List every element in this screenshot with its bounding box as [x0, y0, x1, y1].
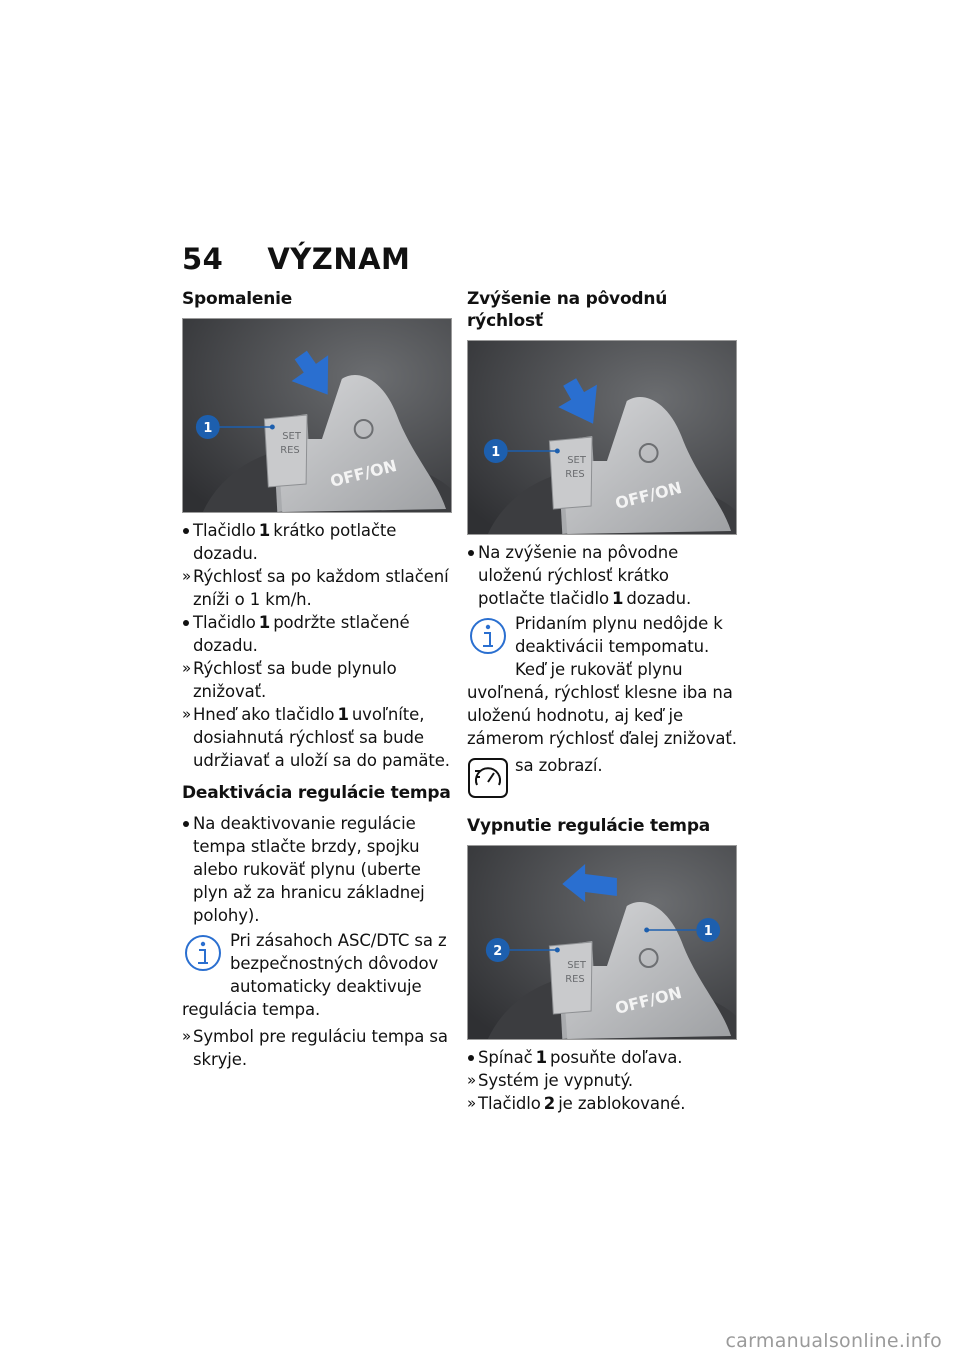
switch-illustration [468, 846, 736, 1039]
list-item: Rýchlosť sa bude plynulo znižovať. [193, 659, 397, 701]
switch-illustration [468, 341, 736, 534]
page-header [182, 242, 410, 276]
zvysenie-list [467, 541, 737, 610]
svg-text:1: 1 [203, 420, 213, 437]
list-item: Symbol pre reguláciu tempa sa skryje. [193, 1027, 448, 1069]
svg-text:1: 1 [703, 923, 713, 940]
figure-set-button [182, 318, 452, 513]
svg-text:OFF/ON: OFF/ON [613, 982, 684, 1018]
list-item: Tlačidlo 1 krátko potlačte dozadu. [193, 521, 397, 563]
list-item: Na deaktivovanie regulácie tempa stlačte brzdy, spojku alebo rukoväť plynu (uberte plyn až za hranicu základnej polohy). [193, 814, 425, 925]
list-item: Hneď ako tlačidlo 1 uvoľníte, dosiahnutá rýchlosť sa bude udržiavať a uloží sa do pamäte. [193, 705, 450, 770]
deaktivacia-list [182, 812, 452, 927]
spomalenie-list [182, 519, 452, 772]
right-column [467, 288, 737, 1115]
note-text: Pri zásahoch ASC/DTC sa z bezpečnostných dôvodov automaticky deaktivuje regulácia tempa. [182, 931, 447, 1019]
heading-deaktivacia: Deaktivácia regulácie tempa [182, 783, 451, 803]
info-icon [467, 615, 509, 657]
svg-text:SET: SET [567, 454, 586, 467]
list-item: Tlačidlo 1 podržte stlačené dozadu. [193, 613, 410, 655]
switch-illustration [183, 319, 451, 512]
page-title: VÝZNAM [267, 242, 411, 276]
page-number: 54 [182, 242, 224, 276]
heading-vypnutie: Vypnutie regulácie tempa [467, 816, 711, 836]
info-note [182, 929, 452, 1021]
figure-res-button [467, 340, 737, 535]
vypnutie-list [467, 1046, 737, 1115]
list-item: Rýchlosť sa po každom stlačení zníži o 1 km/h. [193, 567, 449, 609]
list-item: Tlačidlo 2 je zablokované. [478, 1094, 686, 1113]
cruise-control-icon [467, 757, 509, 799]
list-item: Na zvýšenie na pôvodne uloženú rýchlosť krátko potlačte tlačidlo 1 dozadu. [478, 543, 692, 608]
svg-text:OFF/ON: OFF/ON [328, 455, 399, 491]
figure-off-switch [467, 845, 737, 1040]
symbol-note [467, 754, 737, 801]
svg-text:OFF/ON: OFF/ON [613, 477, 684, 513]
heading-spomalenie: Spomalenie [182, 289, 293, 309]
svg-text:SET: SET [282, 430, 301, 443]
watermark: carmanualsonline.info [725, 1330, 942, 1352]
svg-text:RES: RES [565, 468, 585, 481]
info-icon [182, 932, 224, 974]
symbol-text: sa zobrazí. [515, 756, 603, 775]
svg-text:RES: RES [280, 444, 300, 457]
list-item: Spínač 1 posuňte doľava. [478, 1048, 683, 1067]
info-note [467, 612, 737, 750]
svg-text:SET: SET [567, 959, 586, 972]
svg-text:1: 1 [491, 444, 501, 461]
note-text: Pridaním plynu nedôjde k deaktivácii tempomatu. Keď je rukoväť plynu uvoľnená, rýchlosť klesne iba na uloženú hodnotu, aj keď je zámerom rýchlosť ďalej znižovať. [467, 614, 737, 748]
svg-text:2: 2 [493, 943, 503, 960]
heading-zvysenie: Zvýšenie na pôvodnú rýchlosť [467, 289, 668, 331]
svg-text:RES: RES [565, 973, 585, 986]
left-column [182, 288, 452, 1071]
deaktivacia-result [182, 1025, 452, 1071]
list-item: Systém je vypnutý. [478, 1071, 633, 1090]
